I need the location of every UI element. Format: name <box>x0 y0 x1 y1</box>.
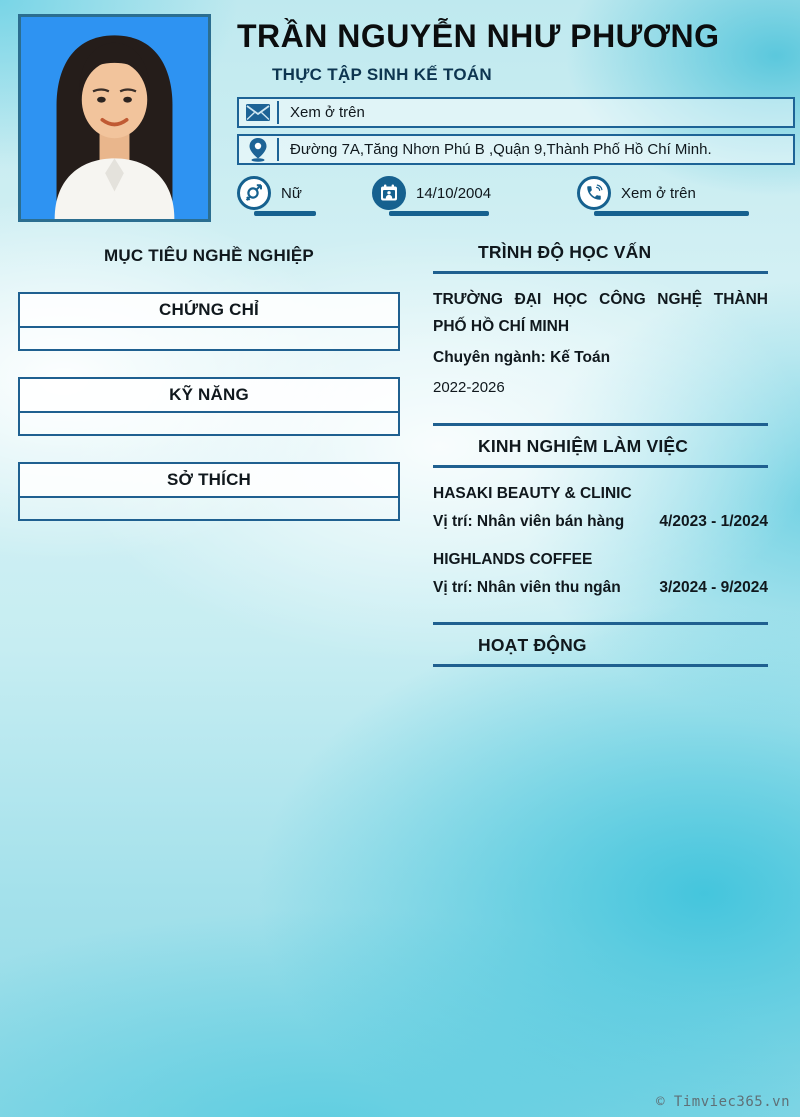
education-major: Chuyên ngành: Kế Toán <box>433 349 611 366</box>
section-education <box>433 242 768 401</box>
education-title: TRÌNH ĐỘ HỌC VẤN <box>478 242 652 262</box>
education-years: 2022-2026 <box>433 378 505 396</box>
phone-field <box>577 176 696 216</box>
underline <box>389 211 489 216</box>
section-experience <box>433 436 768 600</box>
gender-field <box>237 176 371 216</box>
job-period: 3/2024 - 9/2024 <box>659 578 768 596</box>
hobbies-title: SỞ THÍCH <box>20 464 398 498</box>
right-column <box>433 232 768 679</box>
body-columns <box>18 232 782 679</box>
address-value: Đường 7A,Tăng Nhơn Phú B ,Quận 9,Thành Phố Hồ Chí Minh. <box>290 141 712 158</box>
objective-title: MỤC TIÊU NGHỀ NGHIỆP <box>104 246 314 265</box>
skills-list <box>20 413 398 434</box>
job-entry <box>433 482 768 534</box>
left-column <box>18 232 400 679</box>
site-watermark: © Timviec365.vn <box>656 1094 790 1110</box>
envelope-icon <box>239 104 277 121</box>
section-divider <box>433 423 768 426</box>
portrait-illustration <box>21 17 208 219</box>
candidate-title: THỰC TẬP SINH KẾ TOÁN <box>272 65 493 84</box>
experience-title: KINH NGHIỆM LÀM VIỆC <box>478 435 689 456</box>
job-entry <box>433 548 768 600</box>
email-field <box>237 97 795 128</box>
company-name: HIGHLANDS COFFEE <box>433 550 593 568</box>
phone-receiver-icon <box>577 176 611 210</box>
underline <box>594 211 749 216</box>
section-activities <box>433 635 768 667</box>
location-pin-icon <box>239 138 277 162</box>
certificates-title: CHỨNG CHỈ <box>20 294 398 328</box>
section-hobbies <box>18 462 400 521</box>
company-name: HASAKI BEAUTY & CLINIC <box>433 484 632 502</box>
certificates-list <box>20 328 398 349</box>
header <box>237 16 795 216</box>
skills-title: KỸ NĂNG <box>20 379 398 413</box>
title-underline <box>433 271 768 274</box>
phone-value: Xem ở trên <box>621 184 696 202</box>
jobs-list <box>433 482 768 600</box>
gender-symbol-icon <box>237 176 271 210</box>
section-divider <box>433 622 768 625</box>
hobbies-list <box>20 498 398 519</box>
candidate-name: TRẦN NGUYỄN NHƯ PHƯƠNG <box>237 18 720 54</box>
gender-value: Nữ <box>281 184 302 202</box>
section-certificates <box>18 292 400 351</box>
birthday-value: 14/10/2004 <box>416 184 492 202</box>
job-position: Vị trí: Nhân viên thu ngân <box>433 578 621 596</box>
job-period: 4/2023 - 1/2024 <box>659 512 768 530</box>
title-underline <box>433 465 768 468</box>
profile-photo <box>18 14 211 222</box>
section-skills <box>18 377 400 436</box>
activities-title: HOẠT ĐỘNG <box>478 634 587 655</box>
address-field <box>237 134 795 165</box>
job-position: Vị trí: Nhân viên bán hàng <box>433 512 625 530</box>
email-value: Xem ở trên <box>290 104 365 121</box>
contact-row <box>237 176 795 216</box>
section-objective <box>18 246 400 266</box>
birthday-field <box>372 176 542 216</box>
title-underline <box>433 664 768 667</box>
underline <box>254 211 316 216</box>
calendar-person-icon <box>372 176 406 210</box>
school-name: TRƯỜNG ĐẠI HỌC CÔNG NGHỆ THÀNH PHỐ HỒ CHÍ MINH <box>433 291 768 335</box>
